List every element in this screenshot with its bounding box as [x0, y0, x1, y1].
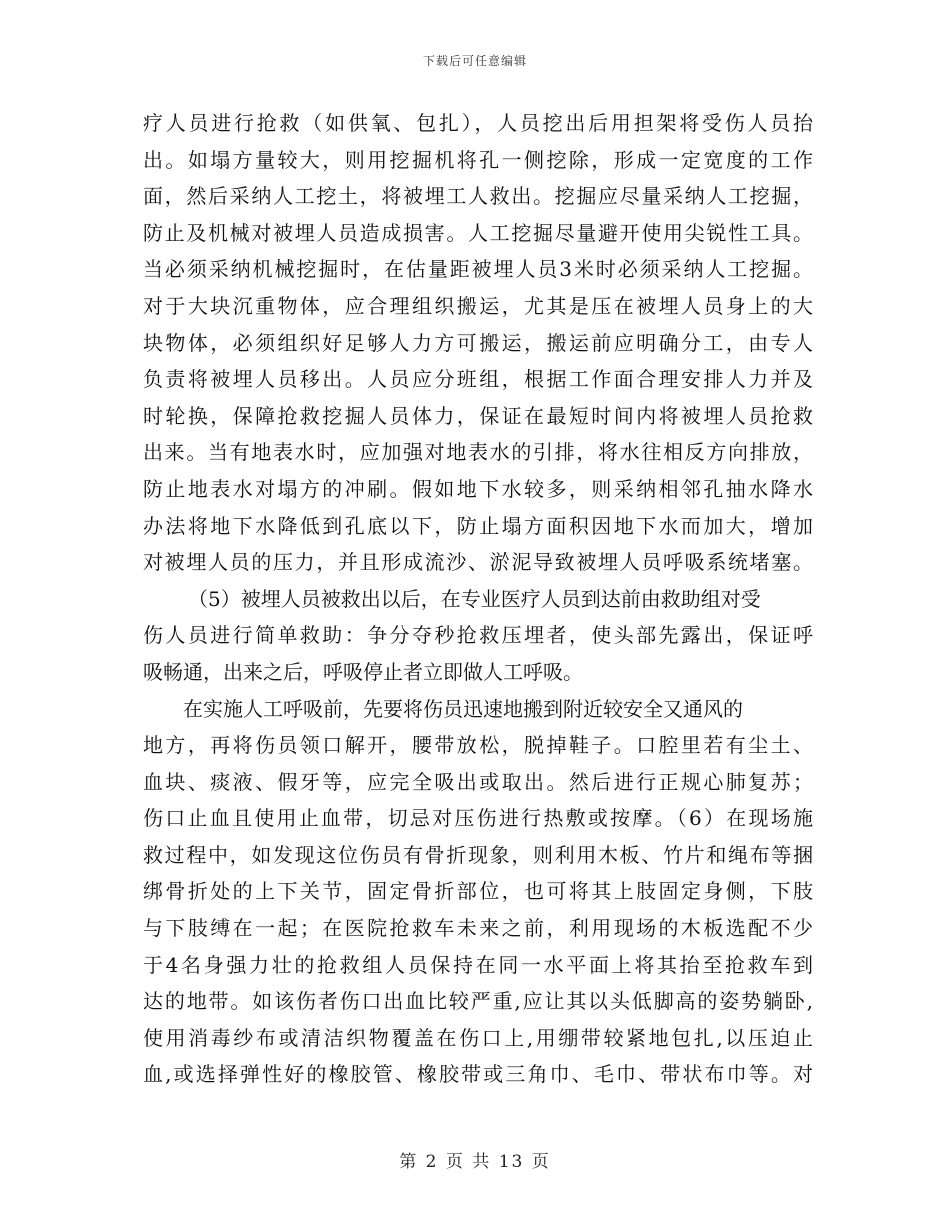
text-line: 伤人员进行简单救助：争分夺秒抢救压埋者，使头部先露出，保证呼	[143, 623, 813, 648]
text-line: （5）被埋人员被救出以后，在专业医疗人员到达前由救助组对受	[188, 586, 761, 611]
page-header: 下载后可任意编辑	[422, 54, 527, 68]
text-line: 出。如塌方量较大，则用挖掘机将孔一侧挖除，形成一定宽度的工作	[143, 147, 813, 172]
text-line: 防止地表水对塌方的冲刷。假如地下水较多，则采纳相邻孔抽水降水	[143, 476, 813, 501]
text-line: 于4名身强力壮的抢救组人员保持在同一水平面上将其抬至抢救车到	[143, 952, 813, 977]
text-line: 对于大块沉重物体，应合理组织搬运，尤其是压在被埋人员身上的大	[143, 293, 813, 318]
text-line: 救过程中，如发现这位伤员有骨折现象，则利用木板、竹片和绳布等捆	[143, 842, 813, 867]
text-line: 对被埋人员的压力，并且形成流沙、淤泥导致被埋人员呼吸系统堵塞。	[143, 550, 813, 575]
document-body	[143, 105, 813, 1093]
text-line: 时轮换，保障抢救挖掘人员体力，保证在最短时间内将被埋人员抢救	[143, 403, 813, 428]
text-line: 出来。当有地表水时，应加强对地表水的引排，将水往相反方向排放，	[143, 440, 813, 465]
text-line: 绑骨折处的上下关节，固定骨折部位，也可将其上肢固定身侧，下肢	[143, 879, 813, 904]
text-line: 血块、痰液、假牙等，应完全吸出或取出。然后进行正规心肺复苏；	[143, 769, 813, 794]
text-line: 疗人员进行抢救（如供氧、包扎），人员挖出后用担架将受伤人员抬	[143, 111, 813, 135]
page-number: 第 2 页 共 13 页	[399, 1152, 551, 1172]
text-line: 伤口止血且使用止血带，切忌对压伤进行热敷或按摩。（6）在现场施	[143, 806, 813, 831]
text-line: 血,或选择弹性好的橡胶管、橡胶带或三角巾、毛巾、带状布巾等。对	[143, 1062, 813, 1087]
text-line: 使用消毒纱布或清洁织物覆盖在伤口上,用绷带较紧地包扎,以压迫止	[143, 1025, 813, 1050]
text-line: 与下肢缚在一起；在医院抢救车未来之前，利用现场的木板选配不少	[143, 916, 813, 941]
text-line: 当必须采纳机械挖掘时，在估量距被埋人员3米时必须采纳人工挖掘。	[143, 257, 813, 282]
text-line: 负责将被埋人员移出。人员应分班组，根据工作面合理安排人力并及	[143, 367, 813, 392]
text-line: 吸畅通，出来之后，呼吸停止者立即做人工呼吸。	[143, 659, 583, 684]
text-line: 办法将地下水降低到孔底以下，防止塌方面积因地下水而加大，增加	[143, 513, 813, 538]
text-line: 地方，再将伤员领口解开，腰带放松，脱掉鞋子。口腔里若有尘土、	[143, 733, 813, 758]
text-line: 面，然后采纳人工挖土，将被埋工人救出。挖掘应尽量采纳人工挖掘，	[143, 184, 813, 209]
text-line: 块物体，必须组织好足够人力方可搬运，搬运前应明确分工，由专人	[143, 330, 813, 355]
text-line: 达的地带。如该伤者伤口出血比较严重,应让其以头低脚高的姿势躺卧,	[143, 989, 813, 1014]
text-line: 防止及机械对被埋人员造成损害。人工挖掘尽量避开使用尖锐性工具。	[143, 220, 813, 245]
text-line: 在实施人工呼吸前，先要将伤员迅速地搬到附近较安全又通风的	[183, 696, 743, 721]
